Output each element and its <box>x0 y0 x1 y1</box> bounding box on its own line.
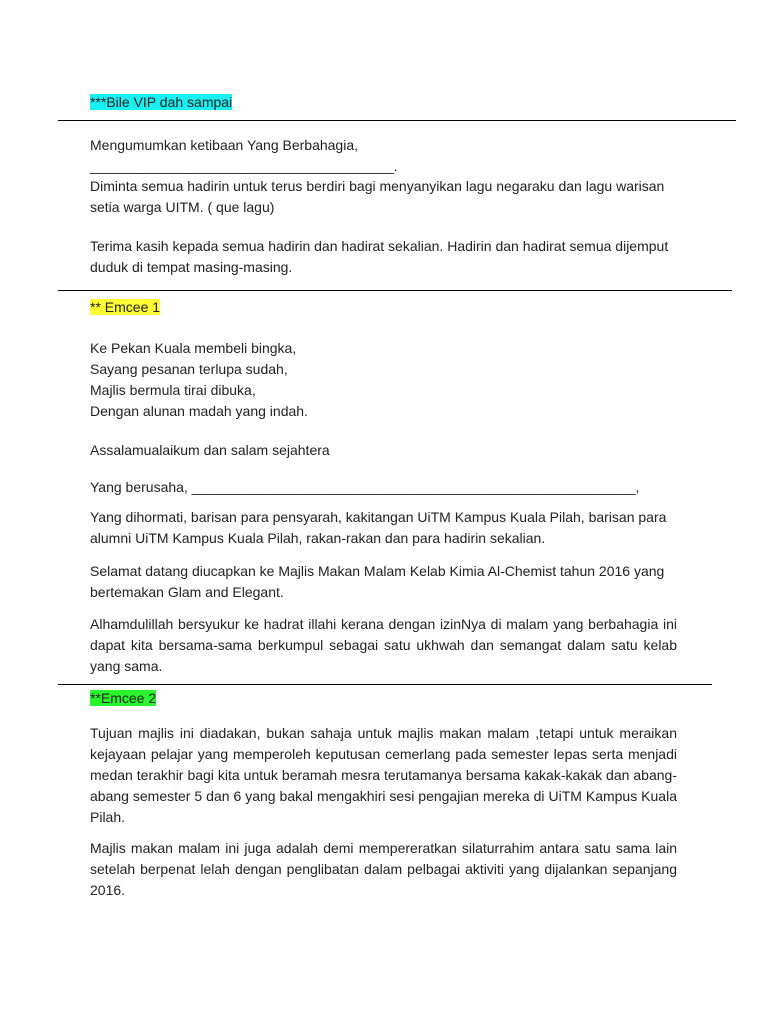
vip-thanks-paragraph: Terima kasih kepada semua hadirin dan hadirat sekalian. Hadirin dan hadirat semua dijemput duduk di tempat masing-masing. <box>90 238 669 275</box>
divider-vip <box>58 120 736 121</box>
alhamdulillah-paragraph: Alhamdulillah bersyukur ke hadrat illahi kerana dengan izinNya di malam yang berbahagia ini dapat kita bersama-sama berkumpul sebagai satu ukhwah dan semangat dalam satu kelab yang sama. <box>90 616 677 674</box>
emcee1-heading: ** Emcee 1 <box>90 299 161 315</box>
pantun-line: Sayang pesanan terlupa sudah, <box>90 361 288 377</box>
emcee1-heading-para <box>90 297 677 318</box>
vip-announce <box>90 135 677 177</box>
pantun-line: Ke Pekan Kuala membeli bingka, <box>90 340 297 356</box>
emcee2-heading: **Emcee 2 <box>90 690 157 706</box>
silaturrahim-paragraph: Majlis makan malam ini juga adalah demi mempereratkan silaturrahim antara satu sama lain setelah berpenat lelah dengan penglibatan dalam pelbagai aktiviti yang dijalankan sepanjang 2016. <box>90 840 677 898</box>
vip-heading: ***Bile VIP dah sampai <box>90 94 233 110</box>
vip-heading-para <box>90 92 677 113</box>
vip-announce-line1: Mengumumkan ketibaan Yang Berbahagia, <box>90 137 358 153</box>
pantun-line: Dengan alunan madah yang indah. <box>90 403 308 419</box>
divider-emcee2 <box>58 684 712 685</box>
dihormati-paragraph: Yang dihormati, barisan para pensyarah, kakitangan UiTM Kampus Kuala Pilah, barisan para alumni UiTM Kampus Kuala Pilah, rakan-rakan dan para hadirin sekalian. <box>90 509 667 546</box>
emcee2-heading-para <box>90 688 677 709</box>
selamat-datang-paragraph: Selamat datang diucapkan ke Majlis Makan Malam Kelab Kimia Al-Chemist tahun 2016 yang bertemakan Glam and Elegant. <box>90 563 665 600</box>
vip-announce-line2: _______________________________________. <box>90 158 398 174</box>
greeting: Assalamualaikum dan salam sejahtera <box>90 442 330 458</box>
tujuan-paragraph: Tujuan majlis ini diadakan, bukan sahaja untuk majlis makan malam ,tetapi untuk meraikan kejayaan pelajar yang memperoleh keputusan cemerlang pada semester lepas serta menjadi medan terakhir bagi kita untuk beramah mesra terutamanya bersama kakak-kakak dan abang-abang semester 5 dan 6 yang bakal mengakhiri sesi pengajian mereka di UiTM Kampus Kuala Pilah. <box>90 725 677 825</box>
berusaha-line: Yang berusaha, _________________________________________________________, <box>90 479 640 495</box>
divider-emcee1 <box>58 290 732 291</box>
pantun-line: Majlis bermula tirai dibuka, <box>90 382 256 398</box>
vip-stand-paragraph: Diminta semua hadirin untuk terus berdiri bagi menyanyikan lagu negaraku dan lagu warisan setia warga UITM. ( que lagu) <box>90 178 665 215</box>
pantun <box>90 338 677 422</box>
